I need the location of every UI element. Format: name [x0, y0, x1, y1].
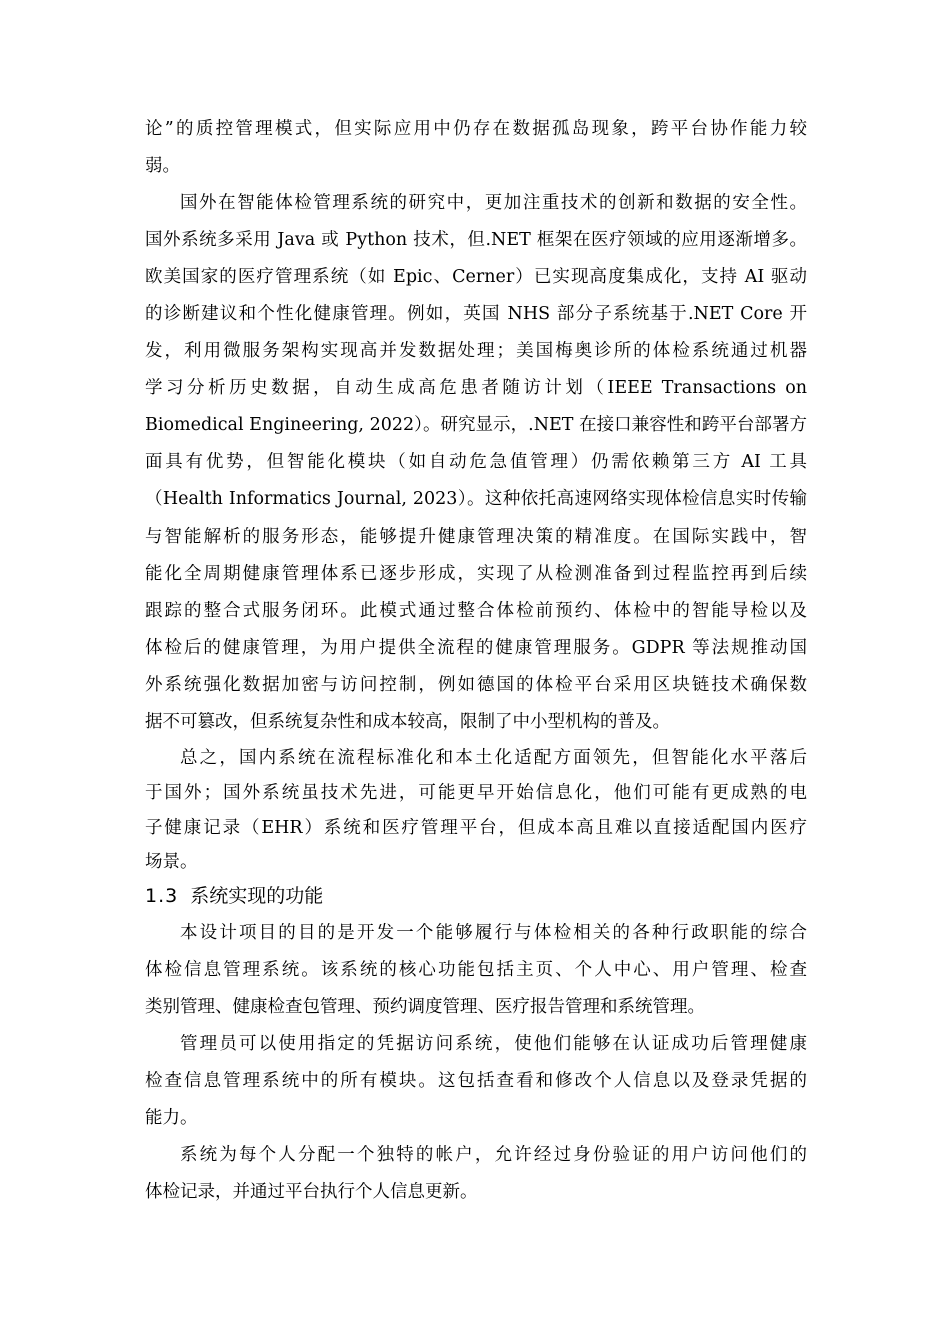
body-text-line: 子健康记录（EHR）系统和医疗管理平台，但成本高且难以直接适配国内医疗 — [145, 818, 807, 838]
body-text-line: 面具有优势，但智能化模块（如自动危急值管理）仍需依赖第三方 AI 工具 — [145, 452, 807, 472]
body-text-line: 能化全周期健康管理体系已逐步形成，实现了从检测准备到过程监控再到后续 — [145, 564, 807, 584]
body-text-line: 场景。 — [145, 852, 198, 872]
body-text-line: 的诊断建议和个性化健康管理。例如，英国 NHS 部分子系统基于.NET Core 开 — [145, 304, 807, 324]
body-text-line: 外系统强化数据加密与访问控制，例如德国的体检平台采用区块链技术确保数 — [145, 675, 807, 695]
section-number: 1.3 — [145, 885, 179, 907]
body-text-line: 能力。 — [145, 1108, 198, 1128]
body-text-line: 与智能解析的服务形态，能够提升健康管理决策的精准度。在国际实践中，智 — [145, 527, 807, 547]
paragraph-first-line: 本设计项目的目的是开发一个能够履行与体检相关的各种行政职能的综合 — [180, 923, 807, 943]
body-text-line: 据不可篡改，但系统复杂性和成本较高，限制了中小型机构的普及。 — [145, 712, 670, 732]
body-text-line: 论”的质控管理模式，但实际应用中仍存在数据孤岛现象，跨平台协作能力较 — [145, 119, 807, 139]
section-title: 系统实现的功能 — [190, 885, 324, 907]
paragraph-first-line: 系统为每个人分配一个独特的帐户，允许经过身份验证的用户访问他们的 — [180, 1145, 807, 1165]
body-text-line: 体检后的健康管理，为用户提供全流程的健康管理服务。GDPR 等法规推动国 — [145, 638, 807, 658]
body-text-line: 发，利用微服务架构实现高并发数据处理；美国梅奥诊所的体检系统通过机器 — [145, 341, 807, 361]
paragraph-first-line: 国外在智能体检管理系统的研究中，更加注重技术的创新和数据的安全性。 — [180, 193, 807, 213]
paragraph-first-line: 管理员可以使用指定的凭据访问系统，使他们能够在认证成功后管理健康 — [180, 1034, 807, 1054]
body-text-line: Biomedical Engineering, 2022）。研究显示，.NET 在接口兼容性和跨平台部署方 — [145, 415, 807, 435]
body-text-line: 体检记录，并通过平台执行个人信息更新。 — [145, 1182, 478, 1202]
body-text-line: 国外系统多采用 Java 或 Python 技术，但.NET 框架在医疗领域的应用逐渐增多。 — [145, 230, 807, 250]
body-text-line: 欧美国家的医疗管理系统（如 Epic、Cerner）已实现高度集成化，支持 AI 驱动 — [145, 267, 807, 287]
paragraph-first-line: 总之，国内系统在流程标准化和本土化适配方面领先，但智能化水平落后 — [180, 748, 807, 768]
body-text-line: 学习分析历史数据，自动生成高危患者随访计划（IEEE Transactions on — [145, 378, 807, 398]
body-text-line: 跟踪的整合式服务闭环。此模式通过整合体检前预约、体检中的智能导检以及 — [145, 601, 807, 621]
body-text-line: 于国外；国外系统虽技术先进，可能更早开始信息化，他们可能有更成熟的电 — [145, 783, 807, 803]
body-text-line: 弱。 — [145, 156, 180, 176]
body-text-line: 体检信息管理系统。该系统的核心功能包括主页、个人中心、用户管理、检查 — [145, 960, 807, 980]
body-text-line: 类别管理、健康检查包管理、预约调度管理、医疗报告管理和系统管理。 — [145, 997, 705, 1017]
body-text-line: （Health Informatics Journal, 2023）。这种依托高速网络实现体检信息实时传输 — [145, 489, 807, 509]
section-heading — [145, 883, 807, 909]
body-text-line: 检查信息管理系统中的所有模块。这包括查看和修改个人信息以及登录凭据的 — [145, 1071, 807, 1091]
